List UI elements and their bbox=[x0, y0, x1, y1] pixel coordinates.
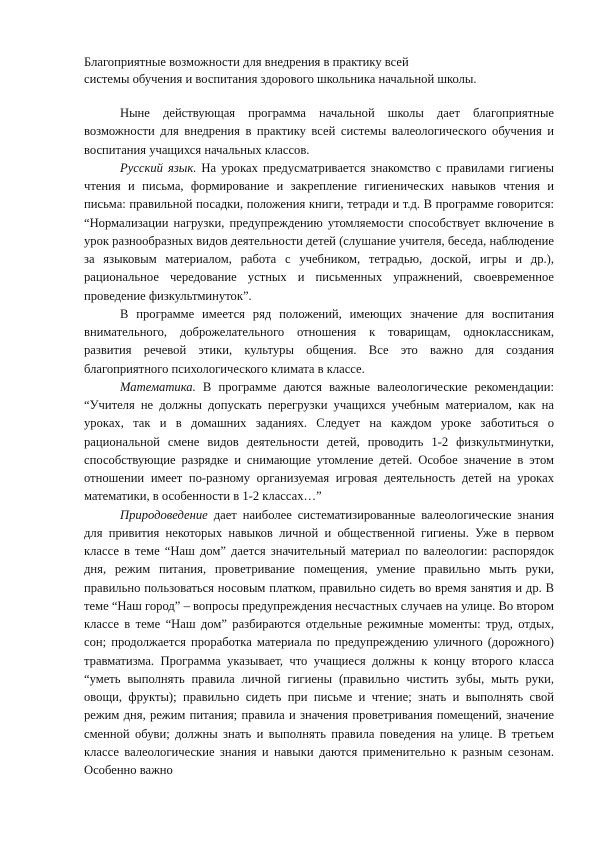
russian-language-text: На уроках предусматривается знакомство с правилами гигиены чтения и письма, формирование и закрепление гигиенических навыков чтения и письма: правильной посадки, положения книги, тетради и т.д. В программе говорится: “Нормализации нагрузки, предупреждению утомляемости способствует включение в урок разнообразных видов деятельности детей (слушание учителя, беседа, наблюдение за языковым материалом, работа с учебником, тетрадью, доской, игры и др.), рациональное чередование устных и письменных упражнений, своевременное проведение физкультминуток”. bbox=[84, 160, 554, 303]
natural-science-text: дает наиболее систематизированные валеологические знания для привития некоторых навыков личной и общественной гигиены. Уже в первом классе в теме “Наш дом” дается значительный материал по валеологии: распорядок дня, режим питания, проветривание помещения, умение правильно мыть руки, правильно пользоваться носовым платком, правильно сидеть во время занятия и др. В теме “Наш город” – вопросы предупреждения несчастных случаев на улице. Во втором классе в теме “Наш дом” разбираются отдельные режимные моменты: труд, отдых, сон; продолжается проработка материала по предупреждению уличного (дорожного) травматизма. Программа указывает, что учащиеся должны к концу второго класса “уметь выполнять правила личной гигиены (правильно чистить зубы, мыть руки, овощи, фрукты); правильно сидеть при письме и чтение; знать и выполнять свой режим дня, режим питания; правила и значения проветривания помещений, значение сменной обуви; должны знать и выполнять правила поведения на улице. В третьем классе валеологические знания и навыки даются применительно к разным сезонам. Особенно важно bbox=[84, 507, 554, 777]
title-line-2: системы обучения и воспитания здорового школьника начальной школы. bbox=[84, 72, 477, 86]
mathematics-text: В программе даются важные валеологические рекомендации: “Учителя не должны допускать перегрузки учащихся учебным материалом, как на уроках, так и в домашних заданиях. Следует на каждом уроке заботиться о рациональной смене видов деятельности детей, проводить 1-2 физкультминутки, способствующие разрядке и снимающие утомление детей. Особое значение в этом отношении имеет по-разному организуемая игровая деятельность детей на уроках математики, в особенности в 1-2 классах…” bbox=[84, 379, 554, 504]
speech-ethics-text: В программе имеется ряд положений, имеющих значение для воспитания внимательного, доброжелательного отношения к товарищам, одноклассникам, развития речевой этики, культуры общения. Все это важно для создания благоприятного психологического климата в классе. bbox=[84, 306, 554, 376]
mathematics-heading: Математика. bbox=[120, 379, 196, 394]
paragraph-intro-text: Ныне действующая программа начальной школы дает благоприятные возможности для внедрения в практику всей системы валеологического обучения и воспитания учащихся начальных классов. bbox=[84, 106, 554, 157]
paragraph-intro bbox=[84, 104, 554, 159]
russian-language-heading: Русский язык. bbox=[120, 160, 197, 175]
title-line-1: Благоприятные возможности для внедрения в практику всей bbox=[84, 55, 409, 69]
document-body bbox=[84, 104, 554, 779]
paragraph-mathematics bbox=[84, 378, 554, 506]
paragraph-russian-language bbox=[84, 159, 554, 305]
document-title bbox=[84, 54, 554, 88]
paragraph-speech-ethics bbox=[84, 305, 554, 378]
paragraph-natural-science bbox=[84, 506, 554, 780]
natural-science-heading: Природоведение bbox=[120, 507, 208, 522]
